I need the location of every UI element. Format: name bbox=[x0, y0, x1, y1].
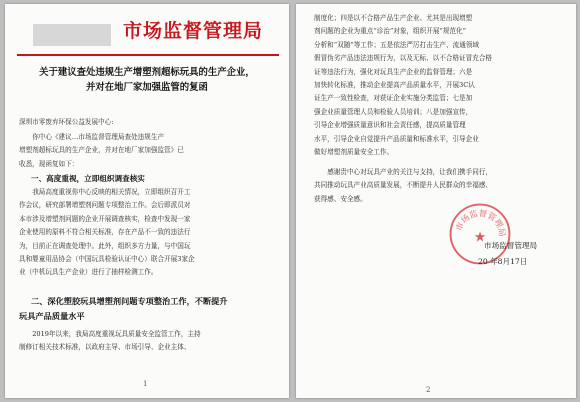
section-2-heading-line-2: 玩具产品质量水平 bbox=[19, 311, 85, 321]
p2-line-7: 证生产一致性检查，对获证企业实施分类监管；七是加 bbox=[314, 94, 473, 103]
p2-line-11: 做好增塑剂质量安全工作。 bbox=[314, 148, 394, 157]
page-number-2: 2 bbox=[426, 386, 431, 394]
section-1-line-1: 我局高度重视你中心反映的相关情况，立即组织召开工 bbox=[32, 188, 191, 196]
p2-line-8: 强企业质量管理人员和检验人员培训；八是加强宣传， bbox=[314, 107, 473, 116]
signature-date: 20 年8月17日 bbox=[478, 257, 528, 266]
section-1-line-7: 业（中机玩具生产企业）进行了抽样检测工作。 bbox=[19, 268, 158, 277]
document-page-2 bbox=[296, 4, 576, 398]
p2-line-10: 水平，引导企业自觉提升产品质量和标准水平，引导企业 bbox=[314, 134, 479, 143]
section-1-line-6: 具和婴童用品协会（中国玩具检验认证中心）联合开展3家企 bbox=[19, 255, 195, 264]
p2-line-6: 加快转化标准，推动企业提高产品质量水平，开展3C认 bbox=[314, 81, 475, 90]
section-1-line-5: 为，目前正在调查处理中。此外，组织多方力量，与中国玩 bbox=[19, 241, 191, 250]
agency-title: 市场监督管理局 bbox=[123, 20, 264, 42]
section-1-heading: 一、高度重视，立即组织调查核实 bbox=[31, 174, 145, 183]
section-1-body bbox=[19, 186, 281, 280]
document-title bbox=[13, 65, 281, 95]
red-header-line bbox=[17, 54, 279, 56]
seal-star-icon: ★ bbox=[473, 229, 487, 246]
redacted-logo bbox=[33, 24, 111, 46]
document-page-1 bbox=[5, 4, 289, 398]
intro-line-1: 你中心《建议…市场监督管理局查处违规生产 bbox=[32, 133, 165, 141]
section-1-line-3: 本市涉及增塑剂问题的企业开展调查核实，检查中发现一家 bbox=[19, 214, 191, 223]
closing-paragraph bbox=[314, 166, 566, 206]
closing-line-3: 获得感、安全感。 bbox=[314, 194, 367, 203]
section-2-line-1: 2019年以来，我局高度重视玩具质量安全监管工作，主持 bbox=[32, 330, 201, 338]
page-2-body bbox=[314, 12, 566, 159]
closing-line-2: 共同推动玩具产业高质量发展，不断提升人民群众的幸福感、 bbox=[314, 181, 493, 190]
intro-line-3: 收悉，现函复如下： bbox=[19, 159, 79, 168]
p2-line-2: 剂问题的企业为重点“诊治”对象，组织开展“规范化” bbox=[314, 27, 466, 36]
page-number-1: 1 bbox=[143, 380, 148, 388]
section-1-line-4: 企业使用的原料不符合相关标准，存在产品不一致的违法行 bbox=[19, 228, 191, 237]
seal-text: 市场监督管理局 bbox=[453, 207, 508, 238]
document-title-line-1: 关于建议查处违规生产增塑剂超标玩具的生产企业， bbox=[39, 67, 255, 78]
section-1-line-2: 作会议，研究部署增塑剂问题专项整治工作。会后即派员对 bbox=[19, 201, 191, 210]
p2-line-1: 制度化；四是以不合格产品生产企业、尤其是出现增塑 bbox=[314, 14, 473, 22]
intro-line-2: 增塑剂超标玩具的生产企业，并对在地厂家加强监管》已 bbox=[19, 146, 184, 155]
closing-line-1: 感谢贵中心对玩具产业的关注与支持，让我们携手同行， bbox=[327, 168, 493, 176]
p2-line-5: 证等违法行为，强化对玩具生产企业的监督管理；六是 bbox=[314, 67, 473, 76]
signature-agency: 市场监督管理局 bbox=[484, 241, 538, 250]
p2-line-9: 引导企业增强质量意识和社会责任感，提高质量管理 bbox=[314, 121, 466, 130]
p2-line-3: 分析和“双随”等工作；五是依法严厉打击生产、流通领域 bbox=[314, 40, 479, 49]
intro-paragraph bbox=[19, 131, 281, 171]
section-2-line-2: 制修订相关技术标准，以政府主导、市场引导、企业主体、 bbox=[19, 343, 191, 352]
p2-line-4: 假冒伪劣产品违法违规行为，以及无标、以不合格证冒充合格 bbox=[314, 54, 493, 63]
section-2-heading-line-1: 二、深化塑胶玩具增塑剂问题专项整治工作，不断提升 bbox=[31, 296, 228, 306]
document-title-line-2: 并对在地厂家加强监管的复函 bbox=[86, 82, 208, 93]
addressee: 深圳市零废弃环保公益发展中心: bbox=[19, 118, 114, 126]
section-2-body bbox=[19, 328, 281, 355]
